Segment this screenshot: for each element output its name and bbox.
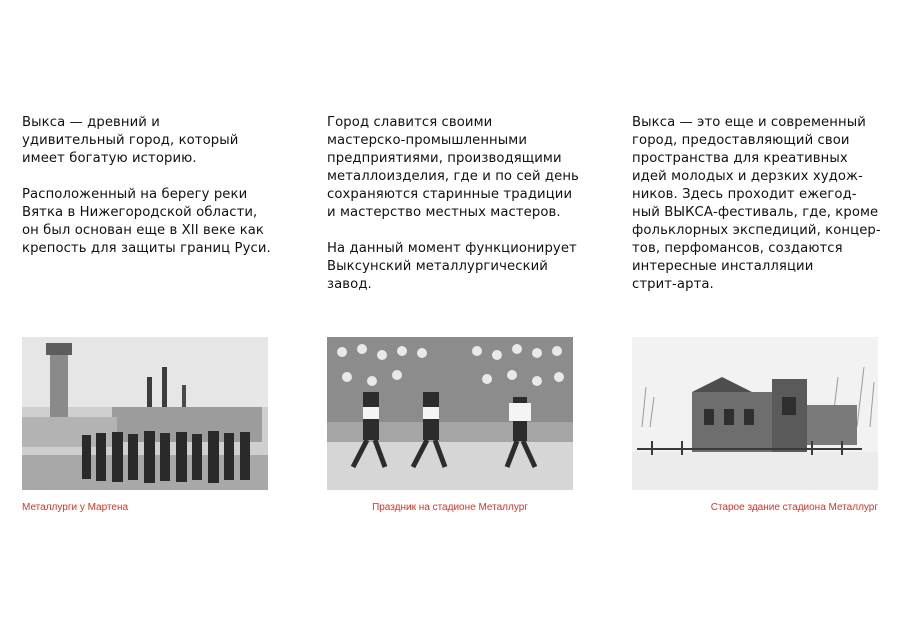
photo-metallurgists [22, 337, 268, 490]
photo-old-stadium-building-illustration [632, 337, 878, 490]
paragraph: Город славится своими мастерско-промышленными предприятиями, производящими металлоизделия, где и по сей день сохраняются старинные традиции и мастерство местных мастеров. [327, 115, 579, 220]
text-column-history [22, 114, 274, 276]
photo-caption: Старое здание стадиона Металлург [710, 502, 878, 513]
photo-old-stadium-building [632, 337, 878, 490]
paragraph: Выкса — это еще и современный город, предоставляющий свои пространства для креативных идей молодых и дерзких худож- ников. Здесь проходит ежегод- ный ВЫКСА-фестиваль, где, кроме фольклорных экспедиций, концер- тов, перфомансов, создаются интересные инсталляции стрит-арта. [632, 115, 881, 292]
photo-stadium-celebration [327, 337, 573, 490]
text-column-industry [327, 114, 579, 312]
text-column-modern [632, 114, 884, 312]
photo-metallurgists-illustration [22, 337, 268, 490]
paragraph: Расположенный на берегу реки Вятка в Нижегородской области, он был основан еще в XII веке как крепость для защиты границ Руси. [22, 187, 271, 256]
paragraph: Выкса — древний и удивительный город, который имеет богатую историю. [22, 115, 239, 166]
paragraph: На данный момент функционирует Выксунский металлургический завод. [327, 241, 577, 292]
photo-caption: Праздник на стадионе Металлург [372, 502, 528, 513]
photo-caption: Металлурги у Мартена [22, 502, 129, 513]
photo-stadium-celebration-illustration [327, 337, 573, 490]
